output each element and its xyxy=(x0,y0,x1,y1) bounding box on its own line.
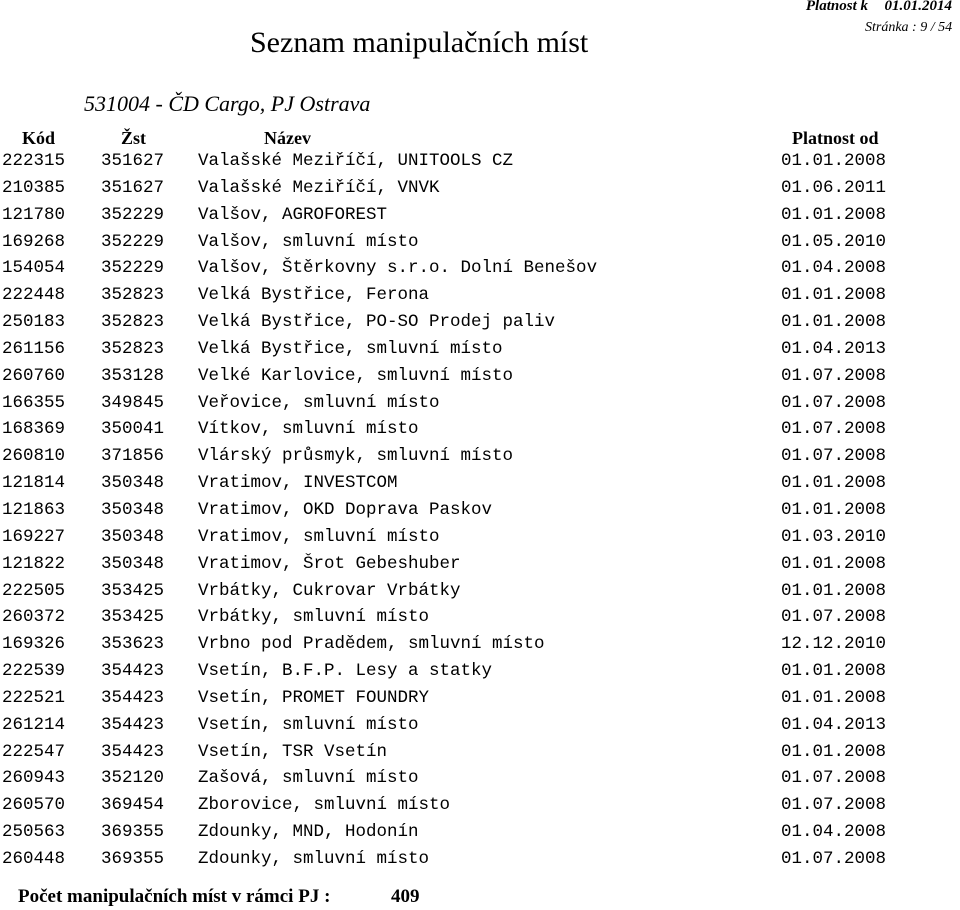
column-header-station: Žst xyxy=(121,128,147,148)
cell-valid-from: 01.07.2008 xyxy=(781,795,887,816)
cell-name: Vratimov, OKD Doprava Paskov xyxy=(198,499,493,520)
cell-station: 350348 xyxy=(101,473,165,494)
cell-code: 222521 xyxy=(2,687,66,708)
cell-station: 350348 xyxy=(101,526,165,547)
table-row xyxy=(0,470,960,497)
cell-station: 352229 xyxy=(101,204,165,225)
page-number: Stránka : 9 / 54 xyxy=(865,20,953,35)
cell-valid-from: 01.01.2008 xyxy=(781,580,887,601)
cell-valid-from: 01.01.2008 xyxy=(781,285,887,306)
cell-code: 222448 xyxy=(2,285,66,306)
cell-valid-from: 01.05.2010 xyxy=(781,231,887,252)
cell-valid-from: 01.06.2011 xyxy=(781,177,887,198)
cell-valid-from: 01.04.2013 xyxy=(781,338,887,359)
cell-valid-from: 01.03.2010 xyxy=(781,526,887,547)
cell-valid-from: 01.07.2008 xyxy=(781,607,887,628)
cell-code: 169326 xyxy=(2,634,66,655)
table-row xyxy=(0,631,960,658)
table-row xyxy=(0,578,960,605)
cell-code: 168369 xyxy=(2,419,66,440)
cell-name: Vratimov, INVESTCOM xyxy=(198,473,398,494)
footer-count-label: Počet manipulačních míst v rámci PJ : xyxy=(18,886,331,907)
table-row xyxy=(0,282,960,309)
cell-name: Velká Bystřice, PO-SO Prodej paliv xyxy=(198,312,556,333)
table-row xyxy=(0,846,960,873)
table-row xyxy=(0,255,960,282)
cell-station: 352229 xyxy=(101,231,165,252)
cell-valid-from: 01.01.2008 xyxy=(781,151,887,171)
cell-valid-from: 01.01.2008 xyxy=(781,687,887,708)
cell-valid-from: 01.07.2008 xyxy=(781,392,887,413)
cell-name: Vsetín, TSR Vsetín xyxy=(198,741,388,762)
cell-code: 261214 xyxy=(2,714,66,735)
cell-name: Vsetín, smluvní místo xyxy=(198,714,419,735)
table-row xyxy=(0,390,960,417)
cell-code: 166355 xyxy=(2,392,66,413)
cell-name: Vrbno pod Pradědem, smluvní místo xyxy=(198,634,545,655)
cell-name: Vratimov, smluvní místo xyxy=(198,526,440,547)
cell-valid-from: 12.12.2010 xyxy=(781,634,887,655)
cell-valid-from: 01.07.2008 xyxy=(781,768,887,789)
cell-code: 121863 xyxy=(2,499,66,520)
table-row xyxy=(0,363,960,390)
table-row xyxy=(0,148,960,175)
cell-valid-from: 01.04.2013 xyxy=(781,714,887,735)
table-row xyxy=(0,309,960,336)
cell-name: Vítkov, smluvní místo xyxy=(198,419,419,440)
column-header-name: Název xyxy=(264,128,311,148)
cell-valid-from: 01.01.2008 xyxy=(781,204,887,225)
table-row xyxy=(0,685,960,712)
cell-name: Vrbátky, smluvní místo xyxy=(198,607,430,628)
page-title: Seznam manipulačních míst xyxy=(250,26,589,59)
cell-station: 352823 xyxy=(101,285,165,306)
table-row xyxy=(0,551,960,578)
cell-valid-from: 01.01.2008 xyxy=(781,499,887,520)
table-row xyxy=(0,524,960,551)
cell-name: Valšov, AGROFOREST xyxy=(198,204,388,225)
cell-name: Vsetín, B.F.P. Lesy a statky xyxy=(198,661,493,682)
cell-name: Vsetín, PROMET FOUNDRY xyxy=(198,687,430,708)
cell-name: Velká Bystřice, Ferona xyxy=(198,285,430,306)
table-row xyxy=(0,604,960,631)
cell-station: 369355 xyxy=(101,822,165,843)
cell-name: Vratimov, Šrot Gebeshuber xyxy=(198,553,461,574)
cell-valid-from: 01.07.2008 xyxy=(781,365,887,386)
cell-code: 154054 xyxy=(2,258,66,279)
cell-code: 260570 xyxy=(2,795,66,816)
cell-station: 353425 xyxy=(101,607,165,628)
cell-station: 354423 xyxy=(101,714,165,735)
cell-valid-from: 01.01.2008 xyxy=(781,661,887,682)
validity-label: Platnost k xyxy=(805,0,868,14)
cell-valid-from: 01.01.2008 xyxy=(781,473,887,494)
cell-station: 371856 xyxy=(101,446,165,467)
cell-name: Vlárský průsmyk, smluvní místo xyxy=(198,446,514,467)
cell-code: 260943 xyxy=(2,768,66,789)
cell-station: 354423 xyxy=(101,687,165,708)
cell-name: Valašské Meziříčí, UNITOOLS CZ xyxy=(198,151,514,171)
cell-valid-from: 01.07.2008 xyxy=(781,446,887,467)
cell-name: Vrbátky, Cukrovar Vrbátky xyxy=(198,580,461,601)
cell-code: 260448 xyxy=(2,848,66,869)
footer-count-value: 409 xyxy=(391,886,420,907)
cell-code: 222539 xyxy=(2,661,66,682)
cell-valid-from: 01.04.2008 xyxy=(781,822,887,843)
cell-station: 353128 xyxy=(101,365,165,386)
table-row xyxy=(0,202,960,229)
cell-code: 222505 xyxy=(2,580,66,601)
table-row xyxy=(0,792,960,819)
validity-date: 01.01.2014 xyxy=(884,0,952,14)
cell-code: 260810 xyxy=(2,446,66,467)
cell-name: Valšov, Štěrkovny s.r.o. Dolní Benešov xyxy=(198,258,598,279)
cell-station: 350348 xyxy=(101,499,165,520)
cell-station: 369454 xyxy=(101,795,165,816)
cell-code: 222547 xyxy=(2,741,66,762)
cell-name: Veřovice, smluvní místo xyxy=(198,392,440,413)
cell-name: Zdounky, MND, Hodonín xyxy=(198,822,419,843)
cell-station: 352823 xyxy=(101,312,165,333)
table-row xyxy=(0,712,960,739)
cell-name: Zborovice, smluvní místo xyxy=(198,795,451,816)
cell-code: 260372 xyxy=(2,607,66,628)
table-row xyxy=(0,443,960,470)
cell-station: 353425 xyxy=(101,580,165,601)
table-row xyxy=(0,336,960,363)
cell-station: 354423 xyxy=(101,741,165,762)
cell-valid-from: 01.01.2008 xyxy=(781,741,887,762)
cell-valid-from: 01.04.2008 xyxy=(781,258,887,279)
table-row xyxy=(0,819,960,846)
cell-station: 369355 xyxy=(101,848,165,869)
table-row xyxy=(0,229,960,256)
cell-station: 354423 xyxy=(101,661,165,682)
cell-station: 351627 xyxy=(101,177,165,198)
cell-code: 250183 xyxy=(2,312,66,333)
cell-code: 222315 xyxy=(2,151,66,171)
cell-code: 121814 xyxy=(2,473,66,494)
cell-name: Valšov, smluvní místo xyxy=(198,231,419,252)
table-row xyxy=(0,658,960,685)
cell-valid-from: 01.07.2008 xyxy=(781,848,887,869)
cell-name: Zašová, smluvní místo xyxy=(198,768,419,789)
cell-code: 250563 xyxy=(2,822,66,843)
cell-name: Valašské Meziříčí, VNVK xyxy=(198,177,440,198)
cell-station: 353623 xyxy=(101,634,165,655)
cell-station: 351627 xyxy=(101,151,165,171)
cell-station: 352229 xyxy=(101,258,165,279)
cell-valid-from: 01.01.2008 xyxy=(781,553,887,574)
table-row xyxy=(0,739,960,766)
table-row xyxy=(0,497,960,524)
cell-valid-from: 01.01.2008 xyxy=(781,312,887,333)
table-row xyxy=(0,175,960,202)
places-table xyxy=(0,148,960,873)
cell-station: 352120 xyxy=(101,768,165,789)
table-row xyxy=(0,416,960,443)
column-header-code: Kód xyxy=(22,128,56,148)
cell-name: Zdounky, smluvní místo xyxy=(198,848,430,869)
column-header-valid-from: Platnost od xyxy=(792,128,879,148)
cell-code: 121780 xyxy=(2,204,66,225)
unit-subtitle: 531004 - ČD Cargo, PJ Ostrava xyxy=(84,91,371,116)
cell-code: 210385 xyxy=(2,177,66,198)
cell-station: 350348 xyxy=(101,553,165,574)
cell-code: 169227 xyxy=(2,526,66,547)
cell-code: 261156 xyxy=(2,338,66,359)
cell-code: 260760 xyxy=(2,365,66,386)
cell-station: 349845 xyxy=(101,392,165,413)
cell-name: Velká Bystřice, smluvní místo xyxy=(198,338,503,359)
cell-station: 352823 xyxy=(101,338,165,359)
cell-code: 121822 xyxy=(2,553,66,574)
cell-valid-from: 01.07.2008 xyxy=(781,419,887,440)
cell-name: Velké Karlovice, smluvní místo xyxy=(198,365,514,386)
cell-code: 169268 xyxy=(2,231,66,252)
table-row xyxy=(0,765,960,792)
cell-station: 350041 xyxy=(101,419,165,440)
